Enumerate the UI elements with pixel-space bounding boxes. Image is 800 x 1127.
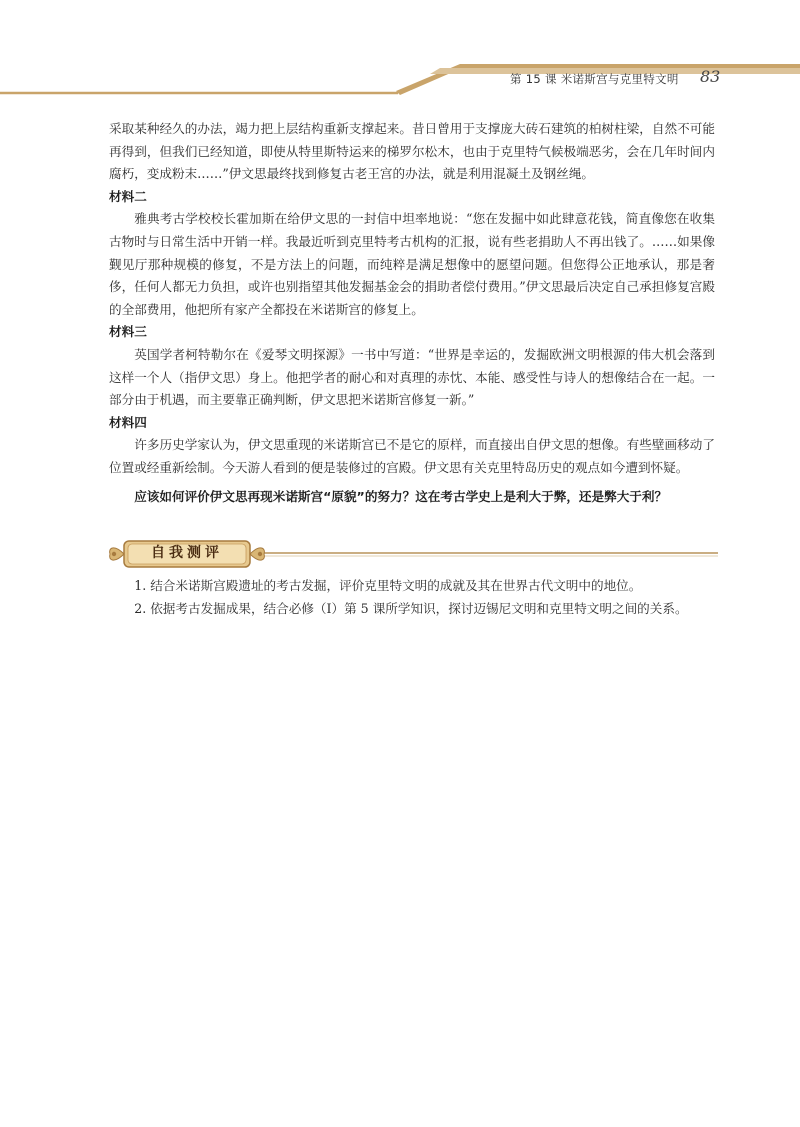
intro-paragraph: 采取某种经久的办法，竭力把上层结构重新支撑起来。昔日曾用于支撑庞大砖石建筑的柏树柱梁，自然不可能再得到，但我们已经知道，即使从特里斯特运来的梯罗尔松木，也由于克里特气候极端恶劣，会在几年时间内腐朽，变成粉末……”伊文思最终找到修复古老王宫的办法，就是利用混凝土及钢丝绳。 [109,121,715,182]
page-number: 83 [700,67,721,86]
exercise-item-2: 2. 依据考古发掘成果，结合必修（Ⅰ）第 5 课所学知识，探讨迈锡尼文明和克里特文明之间的关系。 [134,600,688,616]
material-2-heading: 材料二 [109,188,147,204]
discussion-question: 应该如何评价伊文思再现米诺斯宫“原貌”的努力？这在考古学史上是利大于弊，还是弊大于利？ [134,488,668,504]
material-3-heading: 材料三 [109,324,147,340]
material-4-heading: 材料四 [109,414,147,430]
main-content [109,118,715,508]
material-3-text: 英国学者柯特勒尔在《爱琴文明探源》一书中写道：“世界是幸运的，发掘欧洲文明根源的伟大机会落到这样一个人（指伊文思）身上。他把学者的耐心和对真理的赤忱、本能、感受性与诗人的想像结合在一起。一部分由于机遇，而主要靠正确判断，伊文思把米诺斯宫修复一新。” [109,346,715,408]
material-4-text: 许多历史学家认为，伊文思重现的米诺斯宫已不是它的原样，而直接出自伊文思的想像。有些壁画移动了位置或经重新绘制。今天游人看到的便是装修过的宫殿。伊文思有关克里特岛历史的观点如今遭到怀疑。 [109,437,715,475]
header-band-graphic [0,0,800,110]
self-assessment-title: 自我测评 [151,545,223,561]
page-header [0,0,800,110]
exercise-item-1: 1. 结合米诺斯宫殿遗址的考古发掘，评价克里特文明的成就及其在世界古代文明中的地位。 [134,578,642,593]
self-assessment-banner [106,538,718,570]
self-assessment-items [109,575,715,620]
material-2-text: 雅典考古学校校长霍加斯在给伊文思的一封信中坦率地说：“您在发掘中如此肆意花钱，简直像您在收集古物时与日常生活中开销一样。我最近听到克里特考古机构的汇报，说有些老捐助人不再出钱了。……如果像觐见厅那种规模的修复，不是方法上的问题，而纯粹是满足想像中的愿望问题。但您得公正地承认，那是奢侈，任何人都无力负担，或许也别指望其他发掘基金会的捐助者偿付费用。”伊文思最后决定自己承担修复宫殿的全部费用，他把所有家产全都投在米诺斯宫的修复上。 [109,211,715,317]
running-head: 第 15 课 米诺斯宫与克里特文明 [510,72,679,86]
